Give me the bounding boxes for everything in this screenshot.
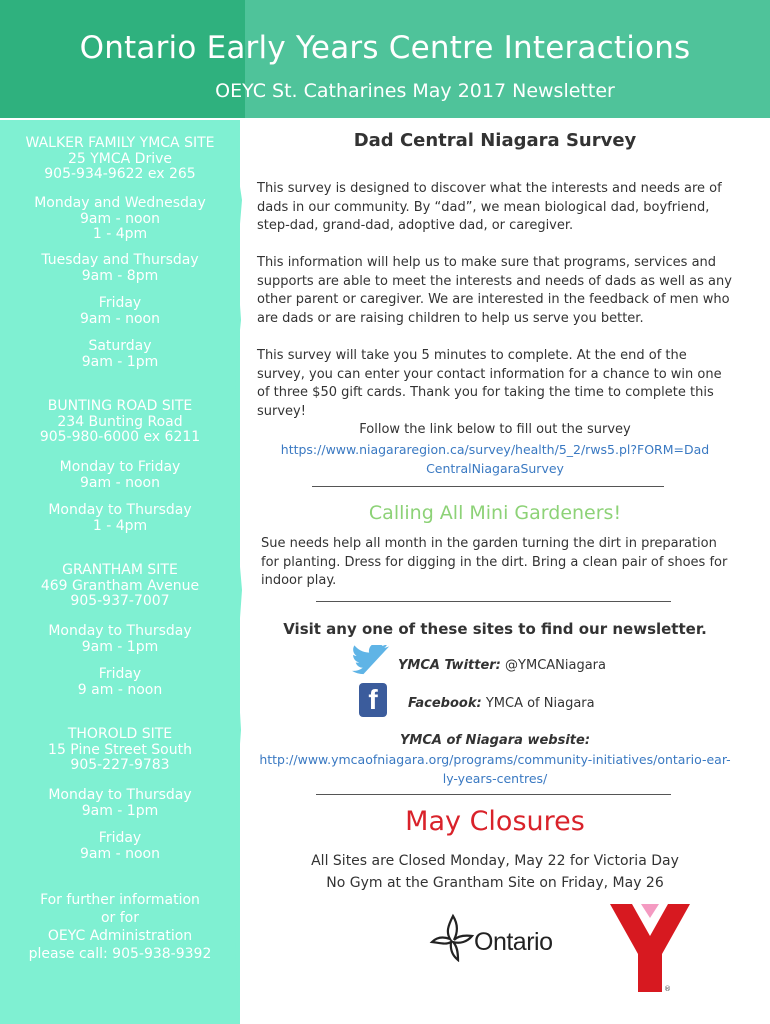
hours-block bbox=[0, 667, 240, 698]
sidebar-contact-footer bbox=[0, 891, 240, 963]
facebook-label: Facebook: bbox=[408, 696, 482, 711]
gardeners-heading: Calling All Mini Gardeners! bbox=[368, 502, 622, 524]
hours-time: 1 - 4pm bbox=[92, 226, 148, 242]
ymca-registered-mark: ® bbox=[664, 985, 671, 993]
hours-days: Friday bbox=[98, 666, 142, 682]
website-link-line[interactable]: ly-years-centres/ bbox=[442, 770, 548, 786]
divider bbox=[316, 601, 671, 602]
survey-paragraph-3: This survey will take you 5 minutes to complete. At the end of the survey, you can enter your contact information for a chance to win one of three $50 gift cards. Thank you for taking the time to complete this survey! bbox=[257, 348, 722, 419]
site-address: 234 Bunting Road bbox=[57, 413, 183, 430]
closure-line: No Gym at the Grantham Site on Friday, May 26 bbox=[326, 875, 664, 891]
divider bbox=[316, 794, 671, 795]
closure-line: All Sites are Closed Monday, May 22 for Victoria Day bbox=[311, 853, 679, 869]
site-address: 15 Pine Street South bbox=[48, 741, 192, 758]
survey-link-line[interactable]: https://www.niagararegion.ca/survey/health/5_2/rws5.pl?FORM=Dad bbox=[280, 442, 710, 457]
hours-time: 1 - 4pm bbox=[92, 517, 148, 534]
survey-paragraph-2: This information will help us to make sure that programs, services and supports are able to meet the interests and needs of dads as well as any other parent or caregiver. We are interested in the feedback of men who are dads or are raising children to help us serve you better. bbox=[257, 255, 732, 326]
website-link-line[interactable]: http://www.ymcaofniagara.org/programs/community-initiatives/ontario-ear- bbox=[259, 752, 731, 767]
survey-follow-text: Follow the link below to fill out the survey bbox=[359, 422, 631, 437]
hours-block bbox=[0, 196, 240, 243]
site-address: 25 YMCA Drive bbox=[67, 150, 173, 167]
footer-line: please call: 905-938-9392 bbox=[28, 946, 212, 962]
hours-time: 9am - 1pm bbox=[81, 638, 159, 655]
footer-line: OEYC Administration bbox=[47, 928, 193, 944]
site-bunting-road bbox=[0, 399, 240, 446]
ontario-logo-text: Ontario bbox=[474, 928, 553, 956]
site-name: BUNTING ROAD SITE bbox=[47, 398, 193, 414]
hours-block bbox=[0, 460, 240, 491]
site-phone: 905-227-9783 bbox=[70, 757, 170, 773]
website-label: YMCA of Niagara website: bbox=[399, 733, 591, 748]
hours-days: Monday to Thursday bbox=[48, 502, 192, 518]
site-phone: 905-934-9622 ex 265 bbox=[44, 166, 196, 182]
hours-time: 9am - noon bbox=[80, 210, 160, 227]
site-grantham bbox=[0, 563, 240, 610]
site-address: 469 Grantham Avenue bbox=[40, 577, 200, 594]
ontario-trillium-icon bbox=[428, 912, 478, 962]
footer-line: For further information bbox=[40, 892, 200, 908]
hours-block bbox=[0, 624, 240, 655]
hours-days: Monday and Wednesday bbox=[34, 195, 206, 211]
site-thorold bbox=[0, 727, 240, 774]
twitter-label: YMCA Twitter: bbox=[398, 658, 501, 673]
hours-block bbox=[0, 339, 240, 370]
hours-days: Tuesday and Thursday bbox=[41, 252, 199, 268]
survey-paragraph-1: This survey is designed to discover what the interests and needs are of dads in our community. By “dad”, we mean biological dad, boyfriend, step-dad, grand-dad, adoptive dad, or caregiver. bbox=[257, 181, 722, 233]
divider bbox=[312, 486, 664, 487]
hours-time: 9am - 1pm bbox=[81, 353, 159, 370]
site-phone: 905-937-7007 bbox=[70, 593, 170, 609]
page-subtitle: OEYC St. Catharines May 2017 Newsletter bbox=[215, 80, 615, 102]
hours-block bbox=[0, 253, 240, 284]
ymca-logo-icon bbox=[608, 902, 692, 994]
hours-days: Friday bbox=[98, 295, 142, 311]
hours-days: Saturday bbox=[88, 338, 152, 354]
twitter-bird-icon bbox=[352, 645, 392, 679]
twitter-line bbox=[398, 658, 628, 673]
footer-line: or for bbox=[100, 910, 140, 926]
twitter-handle[interactable]: @YMCANiagara bbox=[505, 658, 606, 673]
hours-time: 9am - noon bbox=[80, 310, 160, 327]
gardeners-text: Sue needs help all month in the garden turning the dirt in preparation for planting. Dress for digging in the dirt. Bring a clean pair of shoes for indoor play. bbox=[261, 536, 728, 588]
facebook-line bbox=[408, 696, 628, 711]
hours-time: 9am - 1pm bbox=[81, 802, 159, 819]
survey-link[interactable] bbox=[250, 441, 740, 478]
site-name: WALKER FAMILY YMCA SITE bbox=[25, 135, 215, 151]
newsletter-heading: Visit any one of these sites to find our newsletter. bbox=[283, 620, 707, 638]
hours-days: Monday to Friday bbox=[59, 459, 181, 475]
hours-block bbox=[0, 503, 240, 534]
hours-days: Friday bbox=[98, 830, 142, 846]
survey-heading: Dad Central Niagara Survey bbox=[353, 130, 637, 151]
hours-time: 9am - noon bbox=[80, 845, 160, 862]
hours-days: Monday to Thursday bbox=[48, 787, 192, 803]
page-title: Ontario Early Years Centre Interactions bbox=[79, 30, 691, 66]
survey-link-line[interactable]: CentralNiagaraSurvey bbox=[426, 460, 564, 476]
hours-time: 9 am - noon bbox=[77, 681, 163, 698]
website-link[interactable] bbox=[250, 751, 740, 788]
hours-block bbox=[0, 788, 240, 819]
site-name: THOROLD SITE bbox=[67, 726, 173, 742]
closures-heading: May Closures bbox=[405, 806, 585, 837]
hours-time: 9am - 8pm bbox=[81, 267, 159, 284]
site-walker-family bbox=[0, 136, 240, 183]
hours-block bbox=[0, 831, 240, 862]
facebook-icon: f bbox=[359, 683, 387, 717]
site-phone: 905-980-6000 ex 6211 bbox=[39, 429, 201, 445]
hours-block bbox=[0, 296, 240, 327]
hours-days: Monday to Thursday bbox=[48, 623, 192, 639]
facebook-value[interactable]: YMCA of Niagara bbox=[485, 696, 595, 711]
hours-time: 9am - noon bbox=[80, 474, 160, 491]
site-name: GRANTHAM SITE bbox=[62, 562, 178, 578]
closures-details bbox=[250, 850, 740, 894]
